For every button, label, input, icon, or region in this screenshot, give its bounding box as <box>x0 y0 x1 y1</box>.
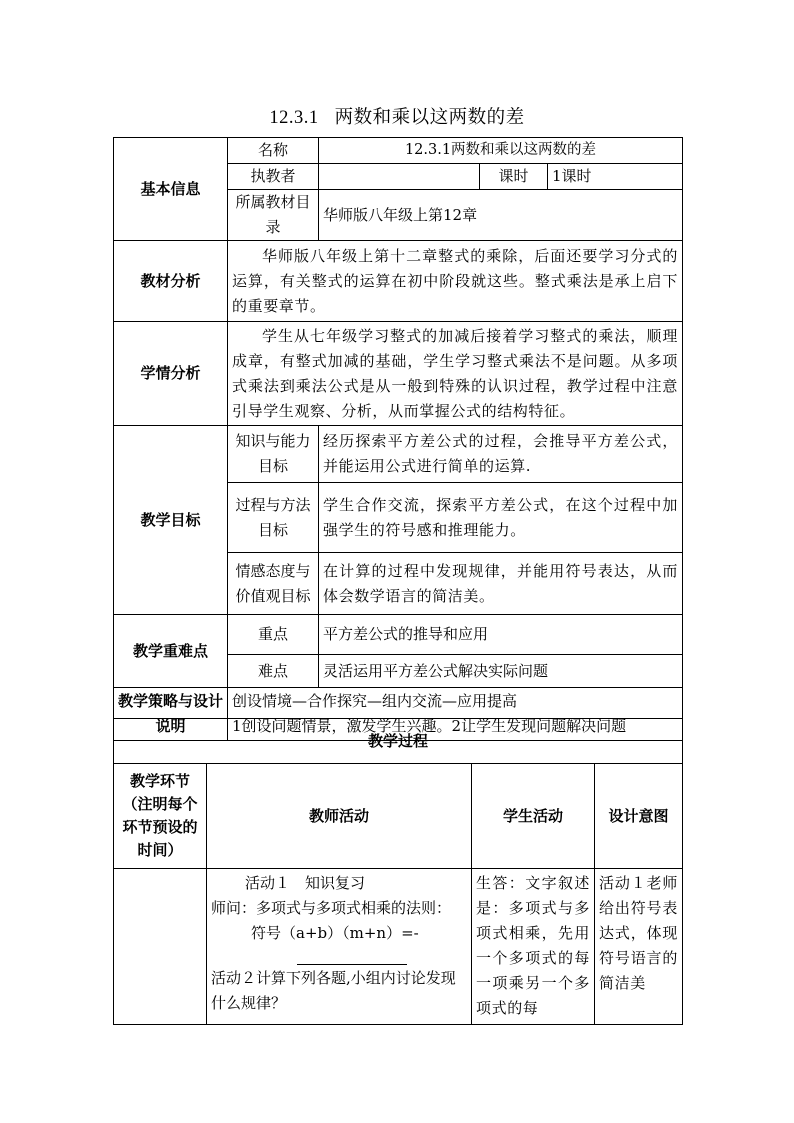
focus-label: 重点 <box>228 615 319 655</box>
teacher-activity-cell <box>207 869 472 1025</box>
teacher-line: 活动１ 知识复习 <box>245 874 366 892</box>
strategy-line: 1创设问题情景，激发学生兴趣。2让学生发现问题解决问题 <box>232 717 627 735</box>
student-activity-cell: 生答：文字叙述是：多项式与多项式相乘，先用一个多项式的每一项乘另一个多项式的每 <box>472 869 595 1025</box>
period-label: 课时 <box>480 164 548 190</box>
objective-name: 情感态度与价值观目标 <box>228 553 319 615</box>
difficulty-label: 难点 <box>228 655 319 688</box>
material-analysis-text: 华师版八年级上第十二章整式的乘除，后面还要学习分式的运算，有关整式的运算在初中阶段就这些。整式乘法是承上启下的重要章节。 <box>228 241 683 322</box>
teacher-value <box>319 164 480 190</box>
name-label: 名称 <box>228 138 319 164</box>
strategy-line: 创设情境—合作探究—组内交流—应用提高 <box>232 692 518 710</box>
objective-text: 学生合作交流，探索平方差公式，在这个过程中加强学生的符号感和推理能力。 <box>319 483 683 553</box>
textbook-value: 华师版八年级上第12章 <box>319 190 683 241</box>
objectives-label: 教学目标 <box>114 426 228 615</box>
name-value: 12.3.1两数和乘以这两数的差 <box>319 138 683 164</box>
page-title <box>0 103 794 129</box>
material-analysis-label: 教材分析 <box>114 241 228 322</box>
objective-text: 经历探索平方差公式的过程，会推导平方差公式，并能运用公式进行简单的运算. <box>319 426 683 483</box>
learner-analysis-label: 学情分析 <box>114 322 228 426</box>
title-number: 12.3.1 <box>269 108 319 128</box>
strategy-label: 教学策略与设计说明 <box>114 688 228 741</box>
objective-name: 知识与能力目标 <box>228 426 319 483</box>
answer-blank <box>297 946 407 965</box>
teacher-column-header: 教师活动 <box>207 764 472 869</box>
process-table <box>113 718 683 1025</box>
difficulty-text: 灵活运用平方差公式解决实际问题 <box>319 655 683 688</box>
teacher-line: 师问：多项式与多项式相乘的法则： <box>211 899 452 917</box>
title-text: 两数和乘以这两数的差 <box>334 107 525 128</box>
learner-analysis-text: 学生从七年级学习整式的加减后接着学习整式的乘法，顺理成章，有整式加减的基础，学生学习整式乘法不是问题。从多项式乘法到乘法公式是从一般到特殊的认识过程，教学过程中注意引导学生观察、分析，从而掌握公式的结构特征。 <box>228 322 683 426</box>
lesson-plan-table <box>113 137 683 741</box>
key-points-label: 教学重难点 <box>114 615 228 688</box>
teacher-label: 执教者 <box>228 164 319 190</box>
objective-text: 在计算的过程中发现规律，并能用符号表达，从而体会数学语言的简洁美。 <box>319 553 683 615</box>
design-intent-cell: 活动１老师给出符号表达式，体现符号语言的简洁美 <box>595 869 683 1025</box>
objective-name: 过程与方法目标 <box>228 483 319 553</box>
basic-info-label: 基本信息 <box>114 138 228 241</box>
teacher-line: 符号（a+b）（m+n）=- <box>251 924 419 942</box>
stage-cell <box>114 869 207 1025</box>
intent-column-header: 设计意图 <box>595 764 683 869</box>
period-value: 1课时 <box>548 164 683 190</box>
stage-column-header: 教学环节（注明每个环节预设的时间） <box>114 764 207 869</box>
focus-text: 平方差公式的推导和应用 <box>319 615 683 655</box>
teacher-line: 活动２计算下列各题,小组内讨论发现什么规律？ <box>211 969 456 1012</box>
textbook-label: 所属教材目录 <box>228 190 319 241</box>
student-column-header: 学生活动 <box>472 764 595 869</box>
process-label: 教学过程 <box>114 719 683 764</box>
